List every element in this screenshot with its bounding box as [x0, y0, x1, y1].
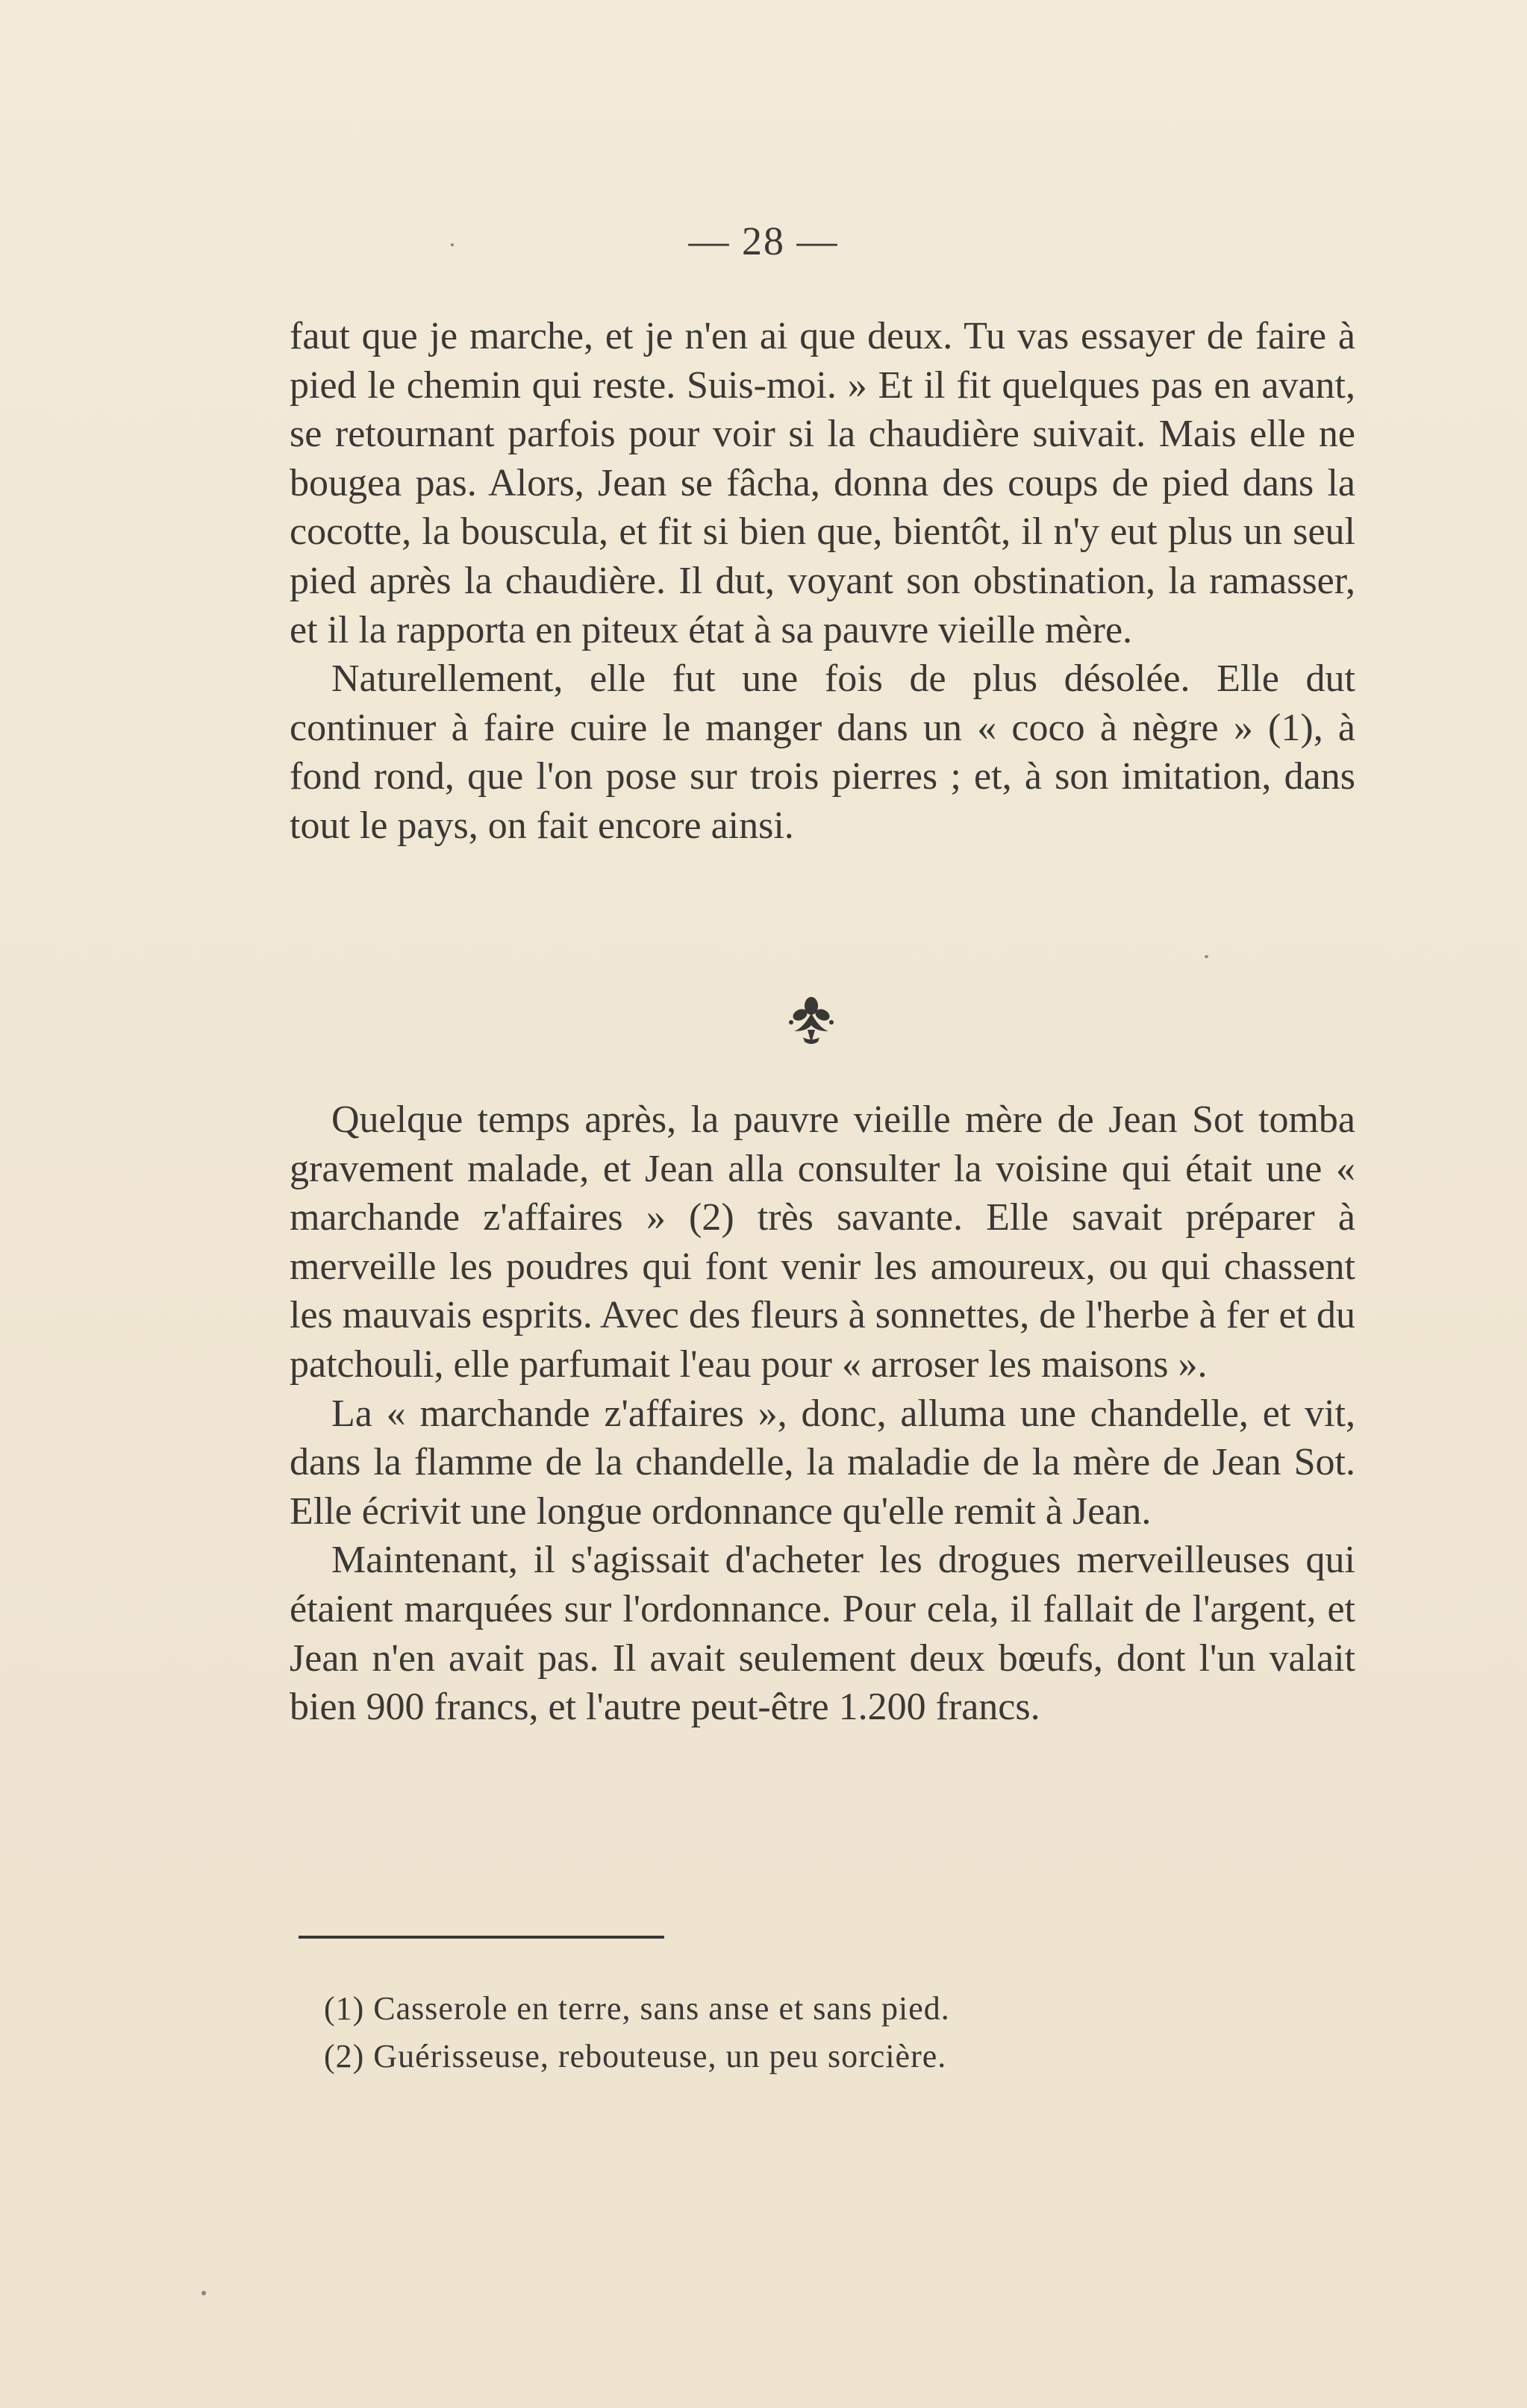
paper-speck	[1205, 955, 1208, 958]
footnote-1: (1) Casserole en terre, sans anse et sans pied.	[324, 1990, 950, 2027]
paragraph-continuation: faut que je marche, et je n'en ai que deux. Tu vas essayer de faire à pied le chemin qui reste. Suis-moi. » Et il fit quelques pas en avant, se retournant parfois pour voir si la chaudière suivait. Mais elle ne bougea pas. Alors, Jean se fâcha, donna des coups de pied dans la cocotte, la bouscula, et fit si bien que, bientôt, il n'y eut plus un seul pied après la chaudière. Il dut, voyant son obstination, la ramasser, et il la rapporta en piteux état à sa pauvre vieille mère.	[290, 315, 1355, 651]
paragraph-naturellement: Naturellement, elle fut une fois de plus désolée. Elle dut continuer à faire cuire le manger dans un « coco à nègre » (1), à fond rond, que l'on pose sur trois pierres ; et, à son imitation, dans tout le pays, on fait encore ainsi.	[290, 657, 1355, 847]
text-block-bottom	[290, 1095, 1355, 1732]
paragraph-quelque-temps: Quelque temps après, la pauvre vieille mère de Jean Sot tomba gravement malade, et Jean alla consulter la voisine qui était une « marchande z'affaires » (2) très savante. Elle savait préparer à merveille les poudres qui font venir les amoureux, ou qui chassent les mauvais esprits. Avec des fleurs à sonnettes, de l'herbe à fer et du patchouli, elle parfumait l'eau pour « arroser les maisons ».	[290, 1098, 1355, 1386]
text-block-top	[290, 312, 1355, 851]
paragraph-marchande: La « marchande z'affaires », donc, alluma une chandelle, et vit, dans la flamme de la chandelle, la maladie de la mère de Jean Sot. Elle écrivit une longue ordonnance qu'elle remit à Jean.	[290, 1392, 1355, 1533]
fleuron-icon	[785, 992, 837, 1052]
footnotes	[324, 1985, 1354, 2080]
paragraph-maintenant: Maintenant, il s'agissait d'acheter les drogues merveilleuses qui étaient marquées sur l'ordonnance. Pour cela, il fallait de l'argent, et Jean n'en avait pas. Il avait seulement deux bœufs, dont l'un valait bien 900 francs, et l'autre peut-être 1.200 francs.	[290, 1539, 1355, 1729]
footnote-divider	[299, 1936, 664, 1939]
paper-speck	[202, 2291, 206, 2295]
paper-speck	[451, 243, 454, 246]
footnote-2: (2) Guérisseuse, rebouteuse, un peu sorcière.	[324, 2038, 947, 2074]
page-number: — 28 —	[688, 219, 839, 263]
